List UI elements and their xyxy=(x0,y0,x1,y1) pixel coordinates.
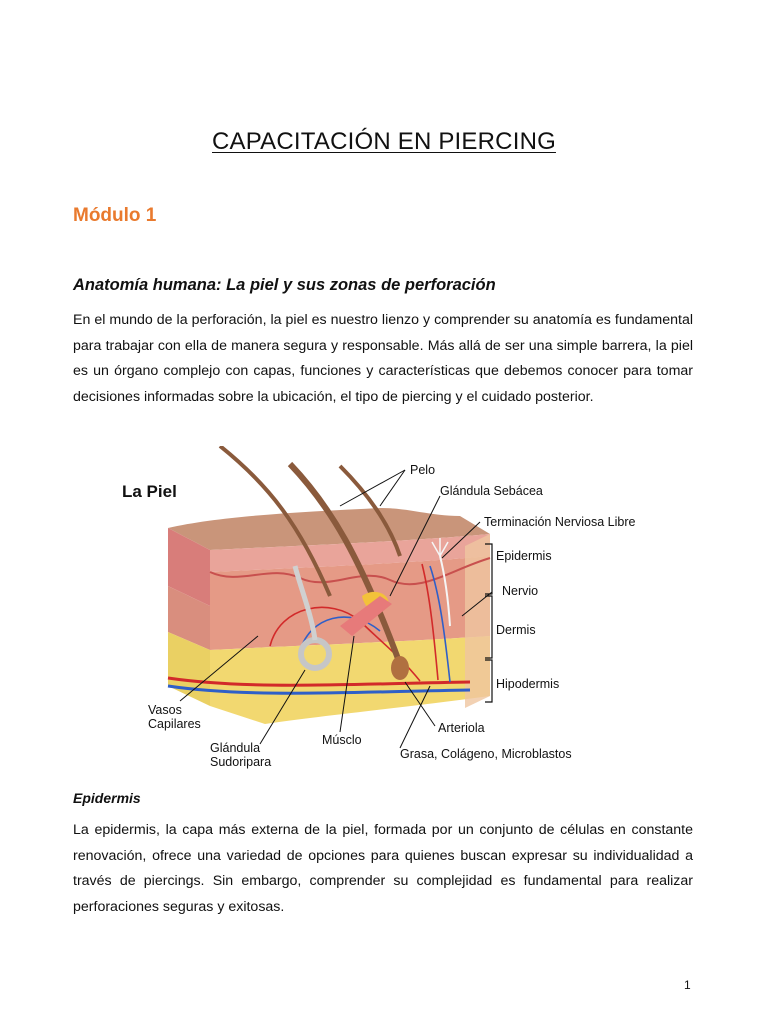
label-glandula-sudoripara-1: Glándula xyxy=(210,741,261,755)
module-heading: Módulo 1 xyxy=(73,205,157,226)
figure-title: La Piel xyxy=(122,482,177,501)
skin-anatomy-figure xyxy=(100,446,680,776)
hair-bulb xyxy=(391,656,409,680)
label-dermis: Dermis xyxy=(496,623,536,637)
label-pelo: Pelo xyxy=(410,463,436,477)
label-glandula-sebacea: Glándula Sebácea xyxy=(440,484,543,498)
section-heading: Anatomía humana: La piel y sus zonas de perforación xyxy=(73,276,496,294)
skin-diagram xyxy=(100,446,680,776)
label-terminacion-nerviosa: Terminación Nerviosa Libre xyxy=(484,515,636,529)
label-glandula-sudoripara-2: Sudoripara xyxy=(210,755,272,769)
hypodermis-layer xyxy=(210,636,490,724)
page-number: 1 xyxy=(684,978,691,992)
label-arteriola: Arteriola xyxy=(438,721,485,735)
intro-paragraph: En el mundo de la perforación, la piel es nuestro lienzo y comprender su anatomía es fundamental para trabajar con ella de manera segura y responsable. Más allá de ser una simple barrera, la piel es un órgano complejo con capas, funciones y características que debemos conocer para tomar decisiones informadas sobre la ubicación, el tipo de piercing y el cuidado posterior. xyxy=(73,312,693,405)
epidermis-paragraph: La epidermis, la capa más externa de la piel, formada por un conjunto de células en constante renovación, ofrece una variedad de opciones para quienes buscan expresar su individualidad a través de piercings. Sin embargo, comprender su complejidad es fundamental para realizar perforaciones seguras y exitosas. xyxy=(73,822,693,915)
label-nervio: Nervio xyxy=(502,584,539,598)
label-vasos: Vasos xyxy=(148,703,182,717)
label-grasa: Grasa, Colágeno, Microblastos xyxy=(400,747,572,761)
document-title: CAPACITACIÓN EN PIERCING xyxy=(212,128,556,155)
subsection-heading: Epidermis xyxy=(73,790,141,806)
label-epidermis: Epidermis xyxy=(496,549,552,563)
label-hipodermis: Hipodermis xyxy=(496,677,560,691)
label-capilares: Capilares xyxy=(148,717,201,731)
label-musculo: Músclo xyxy=(322,733,362,747)
